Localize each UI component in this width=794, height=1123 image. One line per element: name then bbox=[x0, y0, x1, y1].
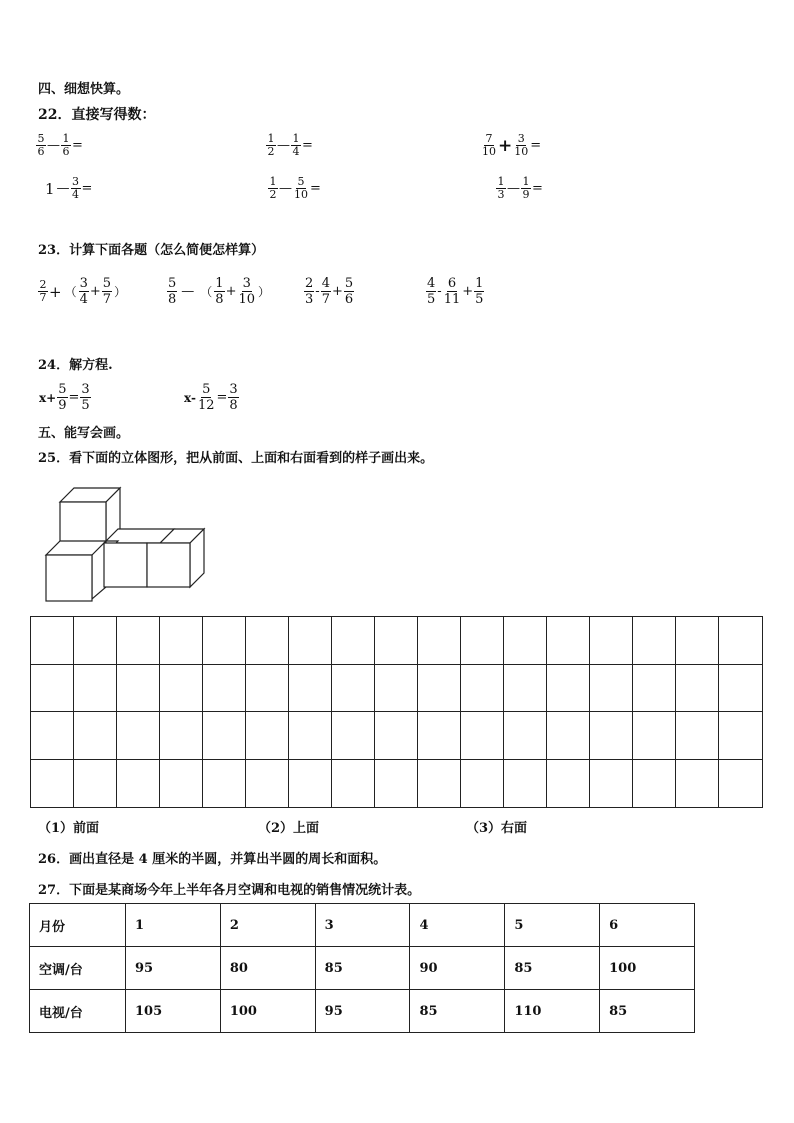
grid-cell bbox=[375, 617, 418, 665]
grid-cell bbox=[289, 712, 332, 760]
cube-right-front-face bbox=[147, 543, 190, 587]
grid-cell bbox=[117, 617, 160, 665]
q22-expr-6: $\frac{1}{3}$ — $\frac{1}{9}$ = bbox=[497, 175, 543, 201]
grid-cell bbox=[633, 760, 676, 808]
q23-title: 23．计算下面各题（怎么简便怎样算） bbox=[38, 243, 265, 258]
grid-cell bbox=[590, 712, 633, 760]
grid-cell bbox=[504, 760, 547, 808]
grid-cell bbox=[375, 665, 418, 713]
grid-cell bbox=[246, 617, 289, 665]
table-cell: 100 bbox=[600, 947, 695, 990]
table-cell: 3 bbox=[315, 904, 410, 947]
grid-cell bbox=[289, 760, 332, 808]
q24-equation-2: x- $\frac{5}{12}$ = $\frac{3}{8}$ bbox=[184, 382, 238, 413]
grid-cell bbox=[246, 665, 289, 713]
grid-cell bbox=[461, 665, 504, 713]
grid-cell bbox=[31, 617, 74, 665]
grid-cell bbox=[676, 760, 719, 808]
table-cell: 80 bbox=[220, 947, 315, 990]
grid-cell bbox=[203, 617, 246, 665]
grid-cell bbox=[418, 665, 461, 713]
table-row bbox=[30, 904, 695, 947]
table-cell: 85 bbox=[410, 990, 505, 1033]
row-header-cell: 月份 bbox=[30, 904, 126, 947]
grid-cell bbox=[590, 760, 633, 808]
q23-expr-1: $\frac{2}{7}$ + （ $\frac{3}{4}$ + $\frac{5}{7}$ ） bbox=[39, 276, 127, 307]
table-cell: 4 bbox=[410, 904, 505, 947]
grid-cell bbox=[74, 712, 117, 760]
table-cell: 85 bbox=[505, 947, 600, 990]
grid-cell bbox=[117, 760, 160, 808]
table-cell: 2 bbox=[220, 904, 315, 947]
table-cell: 6 bbox=[600, 904, 695, 947]
grid-cell bbox=[289, 665, 332, 713]
grid-cell bbox=[203, 712, 246, 760]
q22-expr-3: $\frac{7}{10}$ + $\frac{3}{10}$ = bbox=[482, 132, 542, 158]
table-cell: 95 bbox=[126, 947, 221, 990]
grid-cell bbox=[547, 712, 590, 760]
grid-cell bbox=[719, 712, 762, 760]
grid-cell bbox=[504, 712, 547, 760]
table-row bbox=[30, 947, 695, 990]
grid-cell bbox=[461, 617, 504, 665]
table-cell: 90 bbox=[410, 947, 505, 990]
grid-cell bbox=[375, 712, 418, 760]
grid-cell bbox=[31, 665, 74, 713]
row-header-cell: 电视/台 bbox=[30, 990, 126, 1033]
grid-cell bbox=[547, 760, 590, 808]
cube-left-front-face bbox=[46, 555, 92, 601]
grid-cell bbox=[418, 712, 461, 760]
grid-cell bbox=[719, 760, 762, 808]
caption-front: （1）前面 bbox=[38, 821, 100, 836]
grid-cell bbox=[332, 617, 375, 665]
cube-figure bbox=[44, 486, 208, 604]
table-cell: 100 bbox=[220, 990, 315, 1033]
table-cell: 85 bbox=[600, 990, 695, 1033]
grid-cell bbox=[74, 665, 117, 713]
q23-expr-3: $\frac{2}{3}$ - $\frac{4}{7}$ + $\frac{5}{6}$ bbox=[305, 276, 354, 307]
grid-cell bbox=[504, 617, 547, 665]
grid-cell bbox=[676, 665, 719, 713]
grid-cell bbox=[504, 665, 547, 713]
grid-cell bbox=[547, 665, 590, 713]
row-header-cell: 空调/台 bbox=[30, 947, 126, 990]
q22-expr-2: $\frac{1}{2}$ — $\frac{1}{4}$ = bbox=[267, 132, 313, 158]
q27-title: 27．下面是某商场今年上半年各月空调和电视的销售情况统计表。 bbox=[38, 883, 421, 898]
cube-middle-front-face bbox=[104, 543, 147, 587]
grid-cell bbox=[31, 760, 74, 808]
grid-cell bbox=[31, 712, 74, 760]
drawing-grid bbox=[30, 616, 763, 808]
table-cell: 110 bbox=[505, 990, 600, 1033]
q25-title: 25．看下面的立体图形，把从前面、上面和右面看到的样子画出来。 bbox=[38, 451, 434, 466]
grid-cell bbox=[203, 760, 246, 808]
q23-expr-2: $\frac{5}{8}$ — （ $\frac{1}{8}$ + $\frac{3}{10}$ ） bbox=[168, 276, 271, 307]
table-row bbox=[30, 990, 695, 1033]
sales-table bbox=[29, 903, 695, 1033]
grid-cell bbox=[633, 617, 676, 665]
grid-cell bbox=[74, 760, 117, 808]
section-5-title: 五、能写会画。 bbox=[38, 426, 130, 441]
q22-expr-5: $\frac{1}{2}$ — $\frac{5}{10}$ = bbox=[269, 175, 321, 201]
grid-cell bbox=[676, 712, 719, 760]
grid-cell bbox=[246, 760, 289, 808]
grid-cell bbox=[719, 617, 762, 665]
q22-expr-4: 1 — $\frac{3}{4}$ = bbox=[45, 175, 93, 201]
q24-title: 24．解方程. bbox=[38, 358, 113, 373]
q22-expr-1: $\frac{5}{6}$ — $\frac{1}{6}$ = bbox=[37, 132, 83, 158]
table-cell: 95 bbox=[315, 990, 410, 1033]
table-cell: 1 bbox=[126, 904, 221, 947]
grid-cell bbox=[418, 760, 461, 808]
grid-cell bbox=[590, 617, 633, 665]
table-cell: 5 bbox=[505, 904, 600, 947]
caption-top: （2）上面 bbox=[258, 821, 320, 836]
grid-cell bbox=[203, 665, 246, 713]
table-cell: 85 bbox=[315, 947, 410, 990]
grid-cell bbox=[160, 617, 203, 665]
grid-cell bbox=[160, 665, 203, 713]
grid-cell bbox=[246, 712, 289, 760]
grid-cell bbox=[676, 617, 719, 665]
grid-cell bbox=[633, 712, 676, 760]
grid-cell bbox=[633, 665, 676, 713]
grid-cell bbox=[74, 617, 117, 665]
q24-equation-1: x+ $\frac{5}{9}$ = $\frac{3}{5}$ bbox=[39, 382, 90, 413]
table-cell: 105 bbox=[126, 990, 221, 1033]
grid-cell bbox=[461, 712, 504, 760]
grid-cell bbox=[719, 665, 762, 713]
q22-title: 22．直接写得数： bbox=[38, 107, 156, 123]
grid-cell bbox=[332, 760, 375, 808]
q23-expr-4: $\frac{4}{5}$ - $\frac{6}{11}$ + $\frac{1}{5}$ bbox=[427, 276, 484, 307]
section-4-title: 四、细想快算。 bbox=[38, 82, 130, 97]
grid-cell bbox=[590, 665, 633, 713]
grid-cell bbox=[160, 712, 203, 760]
grid-cell bbox=[332, 665, 375, 713]
caption-right: （3）右面 bbox=[466, 821, 528, 836]
grid-cell bbox=[117, 712, 160, 760]
grid-cell bbox=[461, 760, 504, 808]
grid-cell bbox=[332, 712, 375, 760]
grid-cell bbox=[117, 665, 160, 713]
grid-cell bbox=[547, 617, 590, 665]
grid-cell bbox=[289, 617, 332, 665]
grid-cell bbox=[375, 760, 418, 808]
grid-cell bbox=[418, 617, 461, 665]
q26-title: 26．画出直径是 4 厘米的半圆，并算出半圆的周长和面积。 bbox=[38, 852, 387, 867]
grid-cell bbox=[160, 760, 203, 808]
